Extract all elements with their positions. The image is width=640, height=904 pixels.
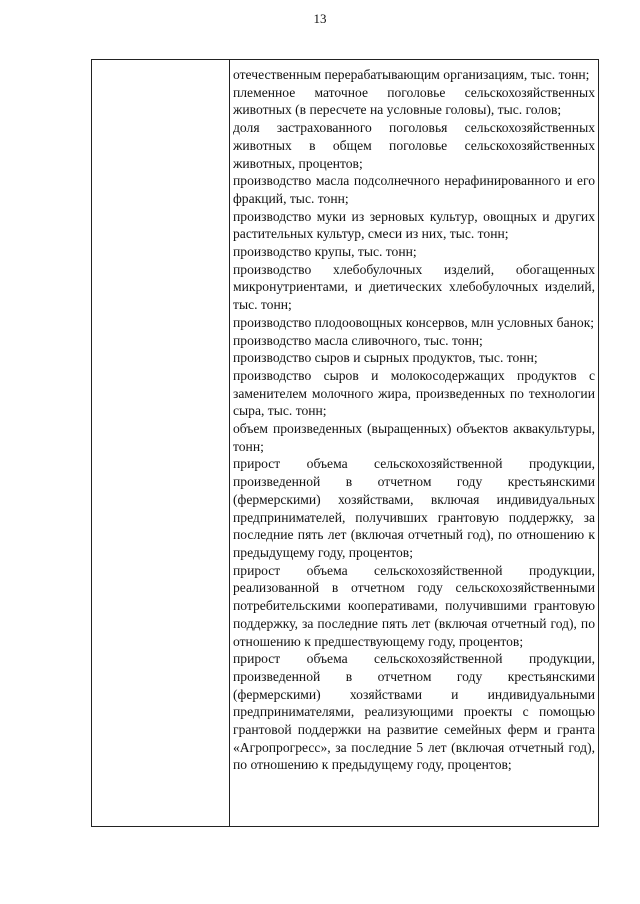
indicator-item: доля застрахованного поголовья сельскохозяйственных животных в общем поголовье сельскохозяйственных животных, процентов;	[233, 120, 595, 171]
indicator-item: производство крупы, тыс. тонн;	[233, 244, 417, 260]
indicator-item: прирост объема сельскохозяйственной продукции, произведенной в отчетном году крестьянскими (фермерскими) хозяйствами и индивидуальными предпринимателями, реализующими проекты с помощью грантовой поддержки на развитие семейных ферм и гранта «Агропрогресс», за последние 5 лет (включая отчетный год), по отношению к предыдущему году, процентов;	[233, 651, 595, 773]
table-column-divider	[229, 60, 230, 826]
indicator-item: производство сыров и сырных продуктов, тыс. тонн;	[233, 350, 538, 366]
indicator-item: производство масла сливочного, тыс. тонн;	[233, 332, 483, 348]
indicator-item: производство масла подсолнечного нерафинированного и его фракций, тыс. тонн;	[233, 173, 595, 206]
indicator-item: племенное маточное поголовье сельскохозяйственных животных (в пересчете на условные головы), тыс. голов;	[233, 84, 595, 118]
indicator-item: производство плодоовощных консервов, млн условных банок;	[233, 314, 595, 330]
indicator-item: прирост объема сельскохозяйственной продукции, реализованной в отчетном году сельскохозяйственными потребительскими кооперативами, получившими грантовую поддержку, за последние пять лет (включая отчетный год), по отношению к предшествующему году, процентов;	[233, 562, 595, 649]
indicator-item: отечественным перерабатывающим организациям, тыс. тонн;	[233, 67, 590, 82]
indicator-item: производство муки из зерновых культур, овощных и других растительных культур, смеси из них, тыс. тонн;	[233, 208, 595, 242]
page-number: 13	[313, 11, 327, 26]
table-right-cell	[233, 66, 595, 774]
indicator-item: производство сыров и молокосодержащих продуктов с заменителем молочного жира, произведенных по технологии сыра, тыс. тонн;	[233, 367, 595, 419]
document-table	[91, 59, 599, 827]
table-left-cell	[92, 60, 229, 826]
indicator-item: производство хлебобулочных изделий, обогащенных микронутриентами, и диетических хлебобулочных изделий, тыс. тонн;	[233, 261, 595, 313]
indicator-item: прирост объема сельскохозяйственной продукции, произведенной в отчетном году крестьянскими (фермерскими) хозяйствами, включая индивидуальных предпринимателей, получивших грантовую поддержку, за последние пять лет (включая отчетный год), по отношению к предыдущему году, процентов;	[233, 456, 595, 560]
indicator-item: объем произведенных (выращенных) объектов аквакультуры, тонн;	[233, 421, 595, 454]
